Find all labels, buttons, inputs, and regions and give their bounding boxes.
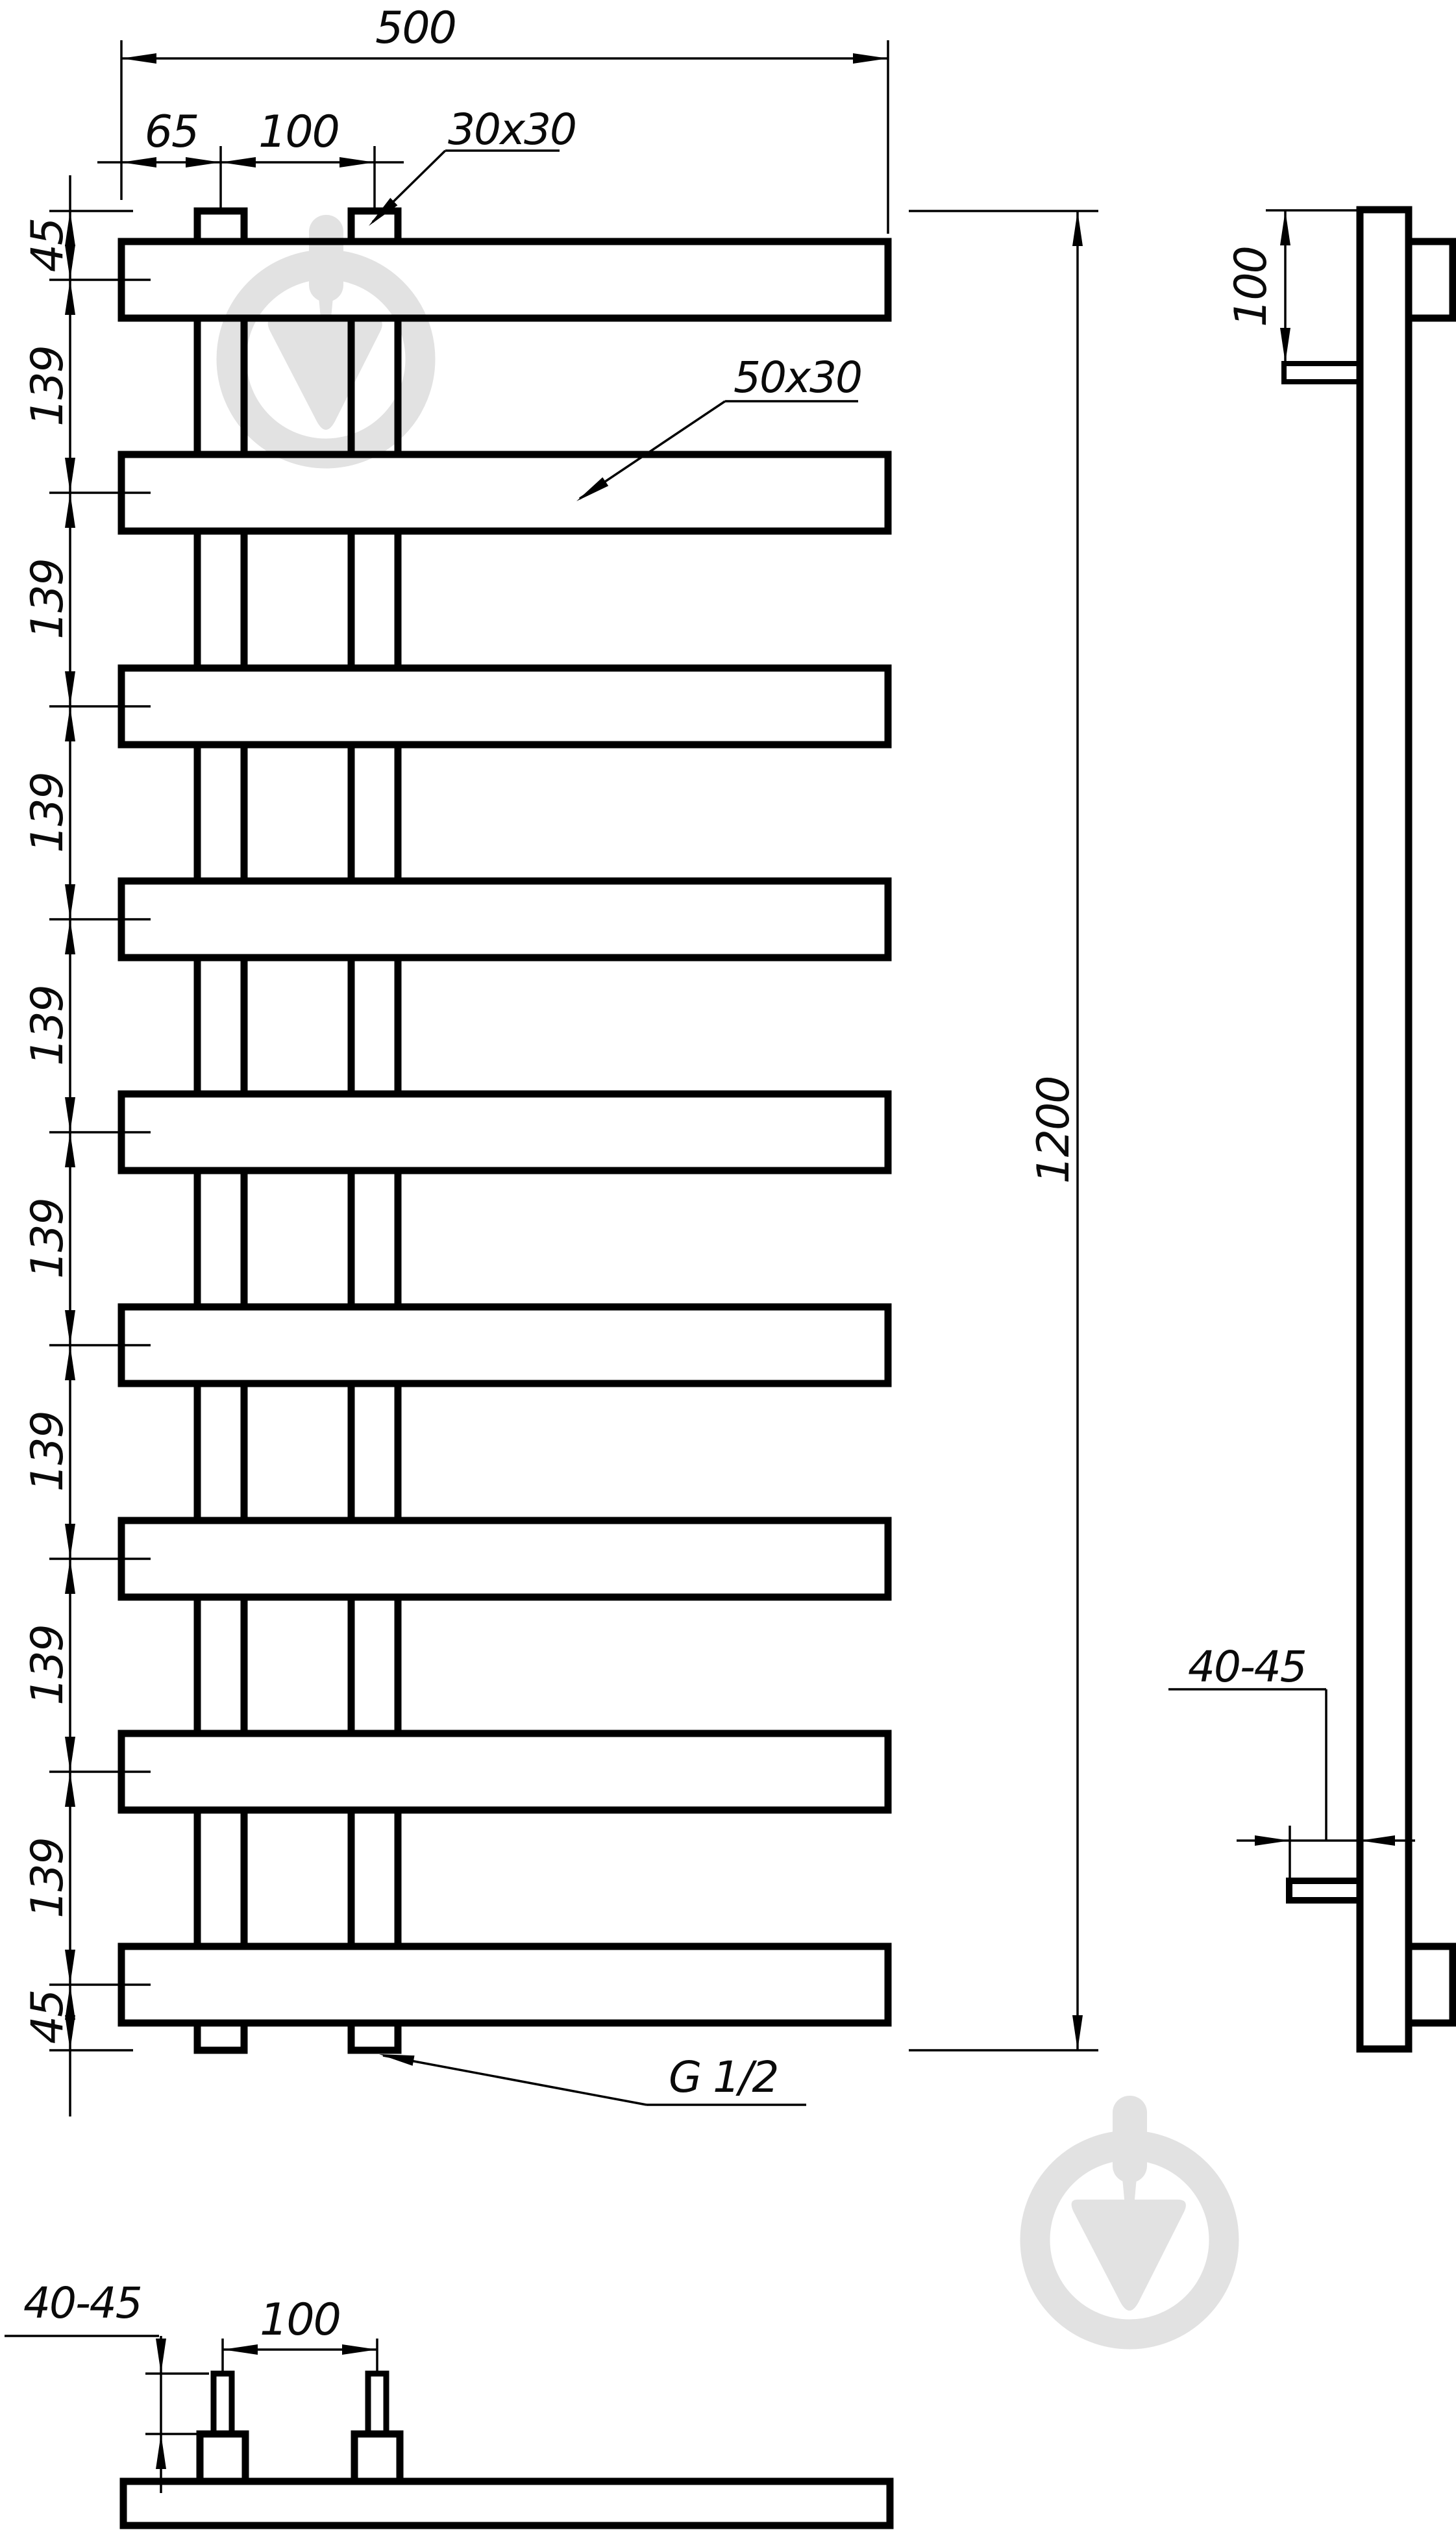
arrowhead [65, 919, 75, 954]
dimension-text: 100 [1226, 247, 1277, 327]
wall-bracket-top [1284, 364, 1360, 382]
dimension-text: 40-45 [1188, 1642, 1306, 1692]
chain-dimension-text: 45 [22, 218, 73, 273]
dimension-text: 65 [144, 106, 199, 158]
chain-dimension-text: 139 [22, 1411, 73, 1492]
arrowhead [121, 53, 156, 64]
arrowhead [156, 2339, 166, 2374]
leader-arrowhead [574, 477, 609, 505]
post-bottom-stub [197, 2023, 244, 2050]
part-outlines [121, 210, 1453, 2526]
arrowhead [1360, 1835, 1395, 1846]
arrowhead [65, 706, 75, 741]
arrowhead [156, 2434, 166, 2469]
arrowhead [65, 458, 75, 493]
arrowhead [65, 1132, 75, 1167]
arrowhead [65, 1559, 75, 1594]
bar-section-label: 50x30 [734, 353, 862, 403]
post-top-stub [197, 211, 244, 242]
arrowhead [65, 493, 75, 528]
arrowhead [853, 53, 888, 64]
bottom-view-bar-plate [123, 2481, 890, 2526]
arrowhead [65, 280, 75, 315]
chain-dimension-text: 139 [22, 1625, 73, 1706]
arrowhead [65, 1772, 75, 1807]
arrowhead [223, 2344, 258, 2355]
chain-dimension-text: 139 [22, 986, 73, 1066]
arrowhead [186, 157, 221, 168]
towel-bar [121, 454, 888, 531]
dimension-text: 500 [375, 3, 456, 54]
towel-bar [121, 1733, 888, 1810]
post-bottom-stub [351, 2023, 398, 2050]
arrowhead [65, 671, 75, 706]
chain-dimension-text: 139 [22, 559, 73, 639]
post-top-stub [351, 211, 398, 242]
thread-label: G 1/2 [669, 2052, 778, 2102]
towel-bar [121, 668, 888, 745]
bottom-view-stem [214, 2374, 232, 2434]
trowel-watermark-icon [232, 215, 421, 454]
towel-bar [121, 1520, 888, 1597]
leader-line [383, 2055, 647, 2105]
arrowhead [221, 157, 256, 168]
arrowhead [342, 2344, 377, 2355]
dimension-text: 40-45 [23, 2278, 142, 2328]
arrowhead [65, 1310, 75, 1345]
dimension-text: 1200 [1028, 1076, 1080, 1184]
arrowhead [1072, 2015, 1083, 2050]
arrowhead [1255, 1835, 1290, 1846]
chain-dimension-text: 45 [22, 1990, 73, 2044]
trowel-watermark-icon [1035, 2096, 1224, 2335]
arrowhead [65, 1950, 75, 1985]
towel-bar [121, 881, 888, 958]
arrowhead [121, 157, 156, 168]
towel-bar [121, 1946, 888, 2023]
arrowhead [1280, 210, 1290, 245]
bottom-view-stem [368, 2374, 386, 2434]
post-section-label: 30x30 [448, 105, 576, 155]
arrowhead [65, 1345, 75, 1380]
chain-dimension-text: 139 [22, 1198, 73, 1279]
arrowhead [65, 884, 75, 919]
side-bar-top-profile [1409, 242, 1453, 318]
towel-bar [121, 1307, 888, 1384]
arrowhead [65, 1097, 75, 1132]
dimension-layer [5, 3, 1415, 2493]
arrowhead [1072, 211, 1083, 246]
arrowhead [1280, 328, 1290, 363]
arrowhead [65, 1524, 75, 1559]
arrowhead [339, 157, 375, 168]
side-post [1360, 210, 1409, 2049]
dimension-text: 100 [260, 2294, 340, 2346]
wall-bracket-bottom [1289, 1881, 1360, 1900]
side-bar-bottom-profile [1409, 1946, 1453, 2023]
chain-dimension-text: 139 [22, 346, 73, 427]
towel-bar [121, 1094, 888, 1171]
arrowhead [65, 1737, 75, 1772]
chain-dimension-text: 139 [22, 1838, 73, 1918]
dimension-text: 100 [258, 106, 339, 158]
chain-dimension-text: 139 [22, 773, 73, 853]
bottom-view-post [200, 2434, 245, 2481]
bottom-view-post [354, 2434, 400, 2481]
